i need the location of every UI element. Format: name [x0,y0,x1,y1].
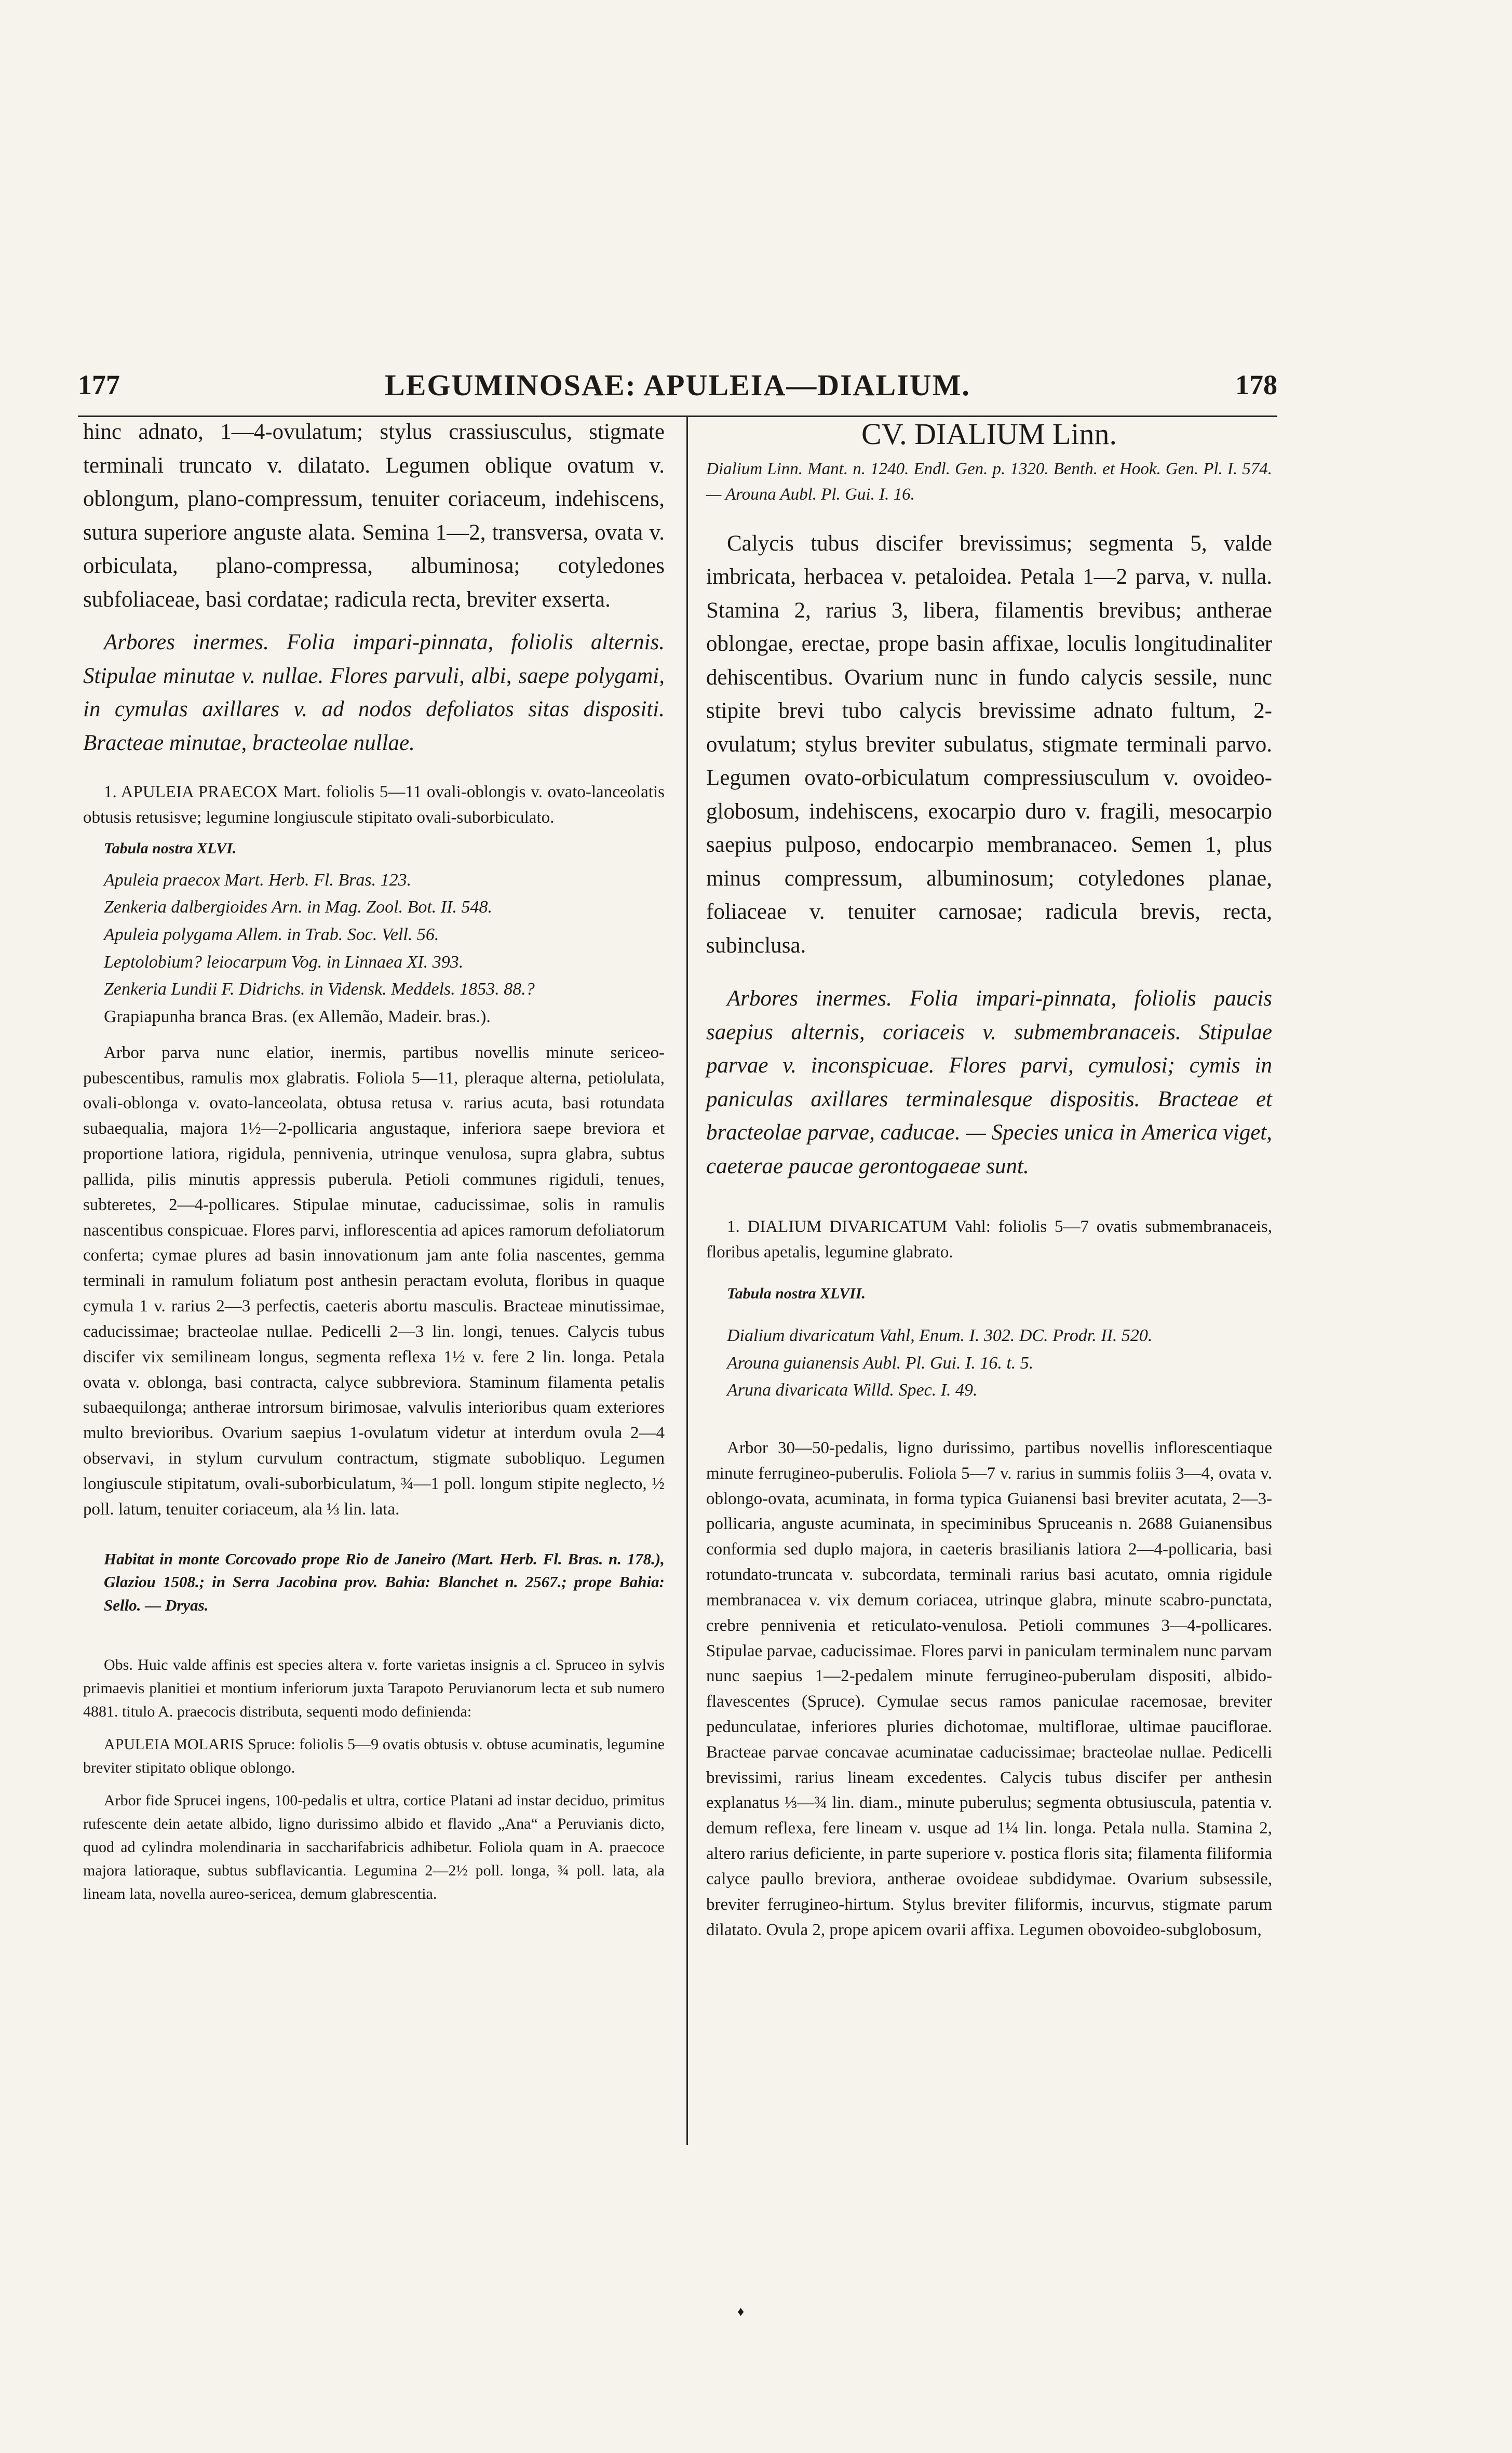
genus-heading: CV. DIALIUM Linn. [861,417,1117,451]
synonym-line: Aruna divaricata Willd. Spec. I. 49. [727,1380,978,1400]
left-column [83,415,665,1906]
synonym-line: Apuleia praecox Mart. Herb. Fl. Bras. 123. [104,870,412,890]
apuleia-molaris-diagnosis: APULEIA MOLARIS Spruce: foliolis 5—9 ovatis obtusis v. obtuse acuminatis, legumine breviter stipitato oblique oblongo. [83,1736,665,1777]
synonym-line: Zenkeria dalbergioides Arn. in Mag. Zool. Bot. II. 548. [104,897,492,917]
apuleia-molaris-description: Arbor fide Sprucei ingens, 100-pedalis et ultra, cortice Platani ad instar deciduo, primitus rufescente dein aetate albido, ligno durissimo albido et flavido „Ana“ a Peruvianis dicto, quod ad cylindra molendinaria in saccharifabricis adhibetur. Foliola quam in A. praecoce majora latioraque, subtus subflavicantia. Legumina 2—2½ poll. longa, ¾ poll. lata, ala lineam lata, novella aureo-sericea, demum glabrescentia. [83,1792,665,1903]
footer-mark: ♦ [737,2304,745,2319]
species-diagnosis: 1. APULEIA PRAECOX Mart. foliolis 5—11 ovali-oblongis v. ovato-lanceolatis obtusis retusisve; legumine longiuscule stipitato ovali-suborbiculato. [83,783,665,827]
vernacular-name: Grapiapunha branca Bras. (ex Allemão, Madeir. bras.). [104,1007,491,1027]
observation-note: Obs. Huic valde affinis est species altera v. forte varietas insignis a cl. Spruceo in sylvis primaevis planitiei et montium inferiorum juxta Tarapoto Peruvianorum lecta et sub numero 4881. titulo A. praecocis distributa, sequenti modo definienda: [83,1656,665,1721]
synonymy-list [706,1322,1272,1404]
column-divider [686,415,688,2145]
synonymy-list [83,867,665,1031]
synonym-line: Apuleia polygama Allem. in Trab. Soc. Vell. 56. [104,925,439,945]
species-description: Arbor 30—50-pedalis, ligno durissimo, partibus novellis inflorescentiaque minute ferrugineo-puberulis. Foliola 5—7 v. rarius in summis foliis 3—4, ovata v. oblongo-ovata, acuminata, in forma typica Guianensi basi breviter acutata, 2—3-pollicaria, anguste acuminata, in speciminibus Spruceanis n. 2688 Guianensibus conformia sed duplo majora, in caeteris brasilianis latiora 2—4-pollicaria, basi rotundato-truncata v. subcordata, terminali rarius basi acutato, omnia rigidule membranacea v. vix demum coriacea, utrinque glabra, minute scabro-punctata, crebre pennivenia et reticulato-venulosa. Petioli communes 3—4-pollicares. Stipulae parvae, caducissimae. Flores parvi in paniculam terminalem nunc parvam nunc saepius 1—2-pedalem minute ferrugineo-puberulam dispositi, albido-flavescentes (Spruce). Cymulae secus ramos paniculae racemosae, breviter pedunculatae, inferiores pluries dichotomae, multiflorae, ultimae pauciflorae. Bracteae parvae concavae acuminatae caducissimae; bracteolae nullae. Pedicelli brevissimi, rarius lineam excedentes. Calycis tubus discifer per anthesin explanatus ⅓—¾ lin. diam., minute puberulus; segmenta obtusiuscula, patentia v. demum reflexa, fere lineam v. usque ad 1¼ lin. longa. Petala nulla. Stamina 2, altero rarius deficiente, in parte superiore v. postica floris sita; filamenta filiformia calyce paullo breviora, antherae ovoideae subdidymae. Ovarium subsessile, breviter ferrugineo-hirtum. Stylus breviter filiformis, incurvus, stigmate parum dilatato. Ovula 2, prope apicem ovarii affixa. Legumen obovoideo-subglobosum, [706,1438,1272,1939]
synonym-line: Leptolobium? leiocarpum Vog. in Linnaea XI. 393. [104,952,464,972]
synonym-line: Arouna guianensis Aubl. Pl. Gui. I. 16. t. 5. [727,1353,1034,1373]
synonym-line: Dialium divaricatum Vahl, Enum. I. 302. DC. Prodr. II. 520. [727,1325,1153,1345]
right-column [706,415,1272,1942]
genus-description: Calycis tubus discifer brevissimus; segmenta 5, valde imbricata, herbacea v. petaloidea. Petala 1—2 parva, v. nulla. Stamina 2, rarius 3, libera, filamentis brevibus; antherae oblongae, erectae, prope basin affixae, loculis longitudinaliter dehiscentibus. Ovarium nunc in fundo calycis sessile, nunc stipite brevi tubo calycis brevissime adnato fultum, 2-ovulatum; stylus breviter subulatus, stigmate terminali parvo. Legumen ovato-orbiculatum compressiusculum v. ovoideo-globosum, indehiscens, exocarpio duro v. fragili, mesocarpio saepius pulposo, endocarpio membranaceo. Semen 1, plus minus compressum, albuminosum; cotyledones planae, foliaceae v. tenuiter carnosae; radicula brevis, recta, subinclusa. [706,531,1272,958]
genus-description-continued: hinc adnato, 1—4-ovulatum; stylus crassiusculus, stigmate terminali truncato v. dilatato. Legumen oblique ovatum v. oblongum, plano-compressum, tenuiter coriaceum, indehiscens, sutura superiore anguste alata. Semina 1—2, transversa, ovata v. orbiculata, plano-compressa, albuminosa; cotyledones subfoliaceae, basi cordatae; radicula recta, breviter exserta. [83,420,665,612]
species-description: Arbor parva nunc elatior, inermis, partibus novellis minute sericeo-pubescentibus, ramulis mox glabratis. Foliola 5—11, pleraque alterna, petiolulata, ovali-oblonga v. ovato-lanceolata, obtusa retusa v. rarius acuta, basi rotundata subaequalia, majora 1½—2-pollicaria angustaque, inferiora saepe breviora et proportione latiora, rigidula, pennivenia, utrinque venulosa, supra glabra, subtus pallida, pilis minutis appressis puberula. Petioli communes rigiduli, tenues, subteretes, 2—4-pollicares. Stipulae minutae, caducissimae, solis in ramulis nascentibus conspicuae. Flores parvi, inflorescentia ad apices ramorum defoliatorum conferta; cymae plures ad basin innovationum jam ante folia nascentes, gemma terminali in ramulum foliatum post anthesin peractam evoluta, floribus in quaque cymula 1 v. rarius 2—3 perfectis, caeteris abortu masculis. Bracteae minutissimae, caducissimae; bracteolae nullae. Pedicelli 2—3 lin. longi, tenues. Calycis tubus discifer vix semilineam longus, segmenta reflexa 1½ v. fere 2 lin. longa. Petala ovata v. oblonga, basi contracta, calyce subbreviora. Staminum filamenta petalis subaequilonga; antherae introrsum birimosae, valvulis interioribus quam exteriores multo brevioribus. Ovarium saepius 1-ovulatum videtur at interdum ovula 2—4 observavi, in stylum curvulum contractum, stigmate subobliquo. Legumen longiuscule stipitatum, ovali-suborbiculatum, ¾—1 poll. longum stipite neglecto, ½ poll. latum, tenuiter coriaceum, ala ⅓ lin. lata. [83,1043,665,1519]
genus-habit-paragraph: Arbores inermes. Folia impari-pinnata, foliolis alternis. Stipulae minutae v. nullae. Flores parvuli, albi, saepe polygami, in cymulas axillares v. ad nodos defoliatos sitas dispositi. Bracteae minutae, bracteolae nullae. [83,630,665,755]
species-diagnosis: 1. DIALIUM DIVARICATUM Vahl: foliolis 5—7 ovatis submembranaceis, floribus apetalis, legumine glabrato. [706,1217,1272,1262]
genus-references: Dialium Linn. Mant. n. 1240. Endl. Gen. p. 1320. Benth. et Hook. Gen. Pl. I. 574. — Arouna Aubl. Pl. Gui. I. 16. [706,460,1272,504]
genus-habit-paragraph: Arbores inermes. Folia impari-pinnata, foliolis paucis saepius alternis, coriaceis v. submembranaceis. Stipulae parvae v. inconspicuae. Flores parvi, cymulosi; cymis in paniculas axillares terminalesque dispositis. Bracteae et bracteolae parvae, caducae. — Species unica in America viget, caeterae paucae gerontogaeae sunt. [706,986,1272,1178]
synonym-line: Zenkeria Lundii F. Didrichs. in Vidensk. Meddels. 1853. 88.? [104,980,535,999]
page-number-right: 178 [1235,369,1277,400]
habitat-paragraph: Habitat in monte Corcovado prope Rio de Janeiro (Mart. Herb. Fl. Bras. n. 178.), Glaziou 1508.; in Serra Jacobina prov. Bahia: Blanchet n. 2567.; prope Bahia: Sello. — Dryas. [104,1549,665,1615]
running-title: LEGUMINOSAE: APULEIA—DIALIUM. [385,368,970,402]
plate-reference: Tabula nostra XLVI. [104,839,237,857]
running-header [78,364,1277,417]
page-number-left: 177 [78,369,120,400]
plate-reference: Tabula nostra XLVII. [727,1284,866,1302]
